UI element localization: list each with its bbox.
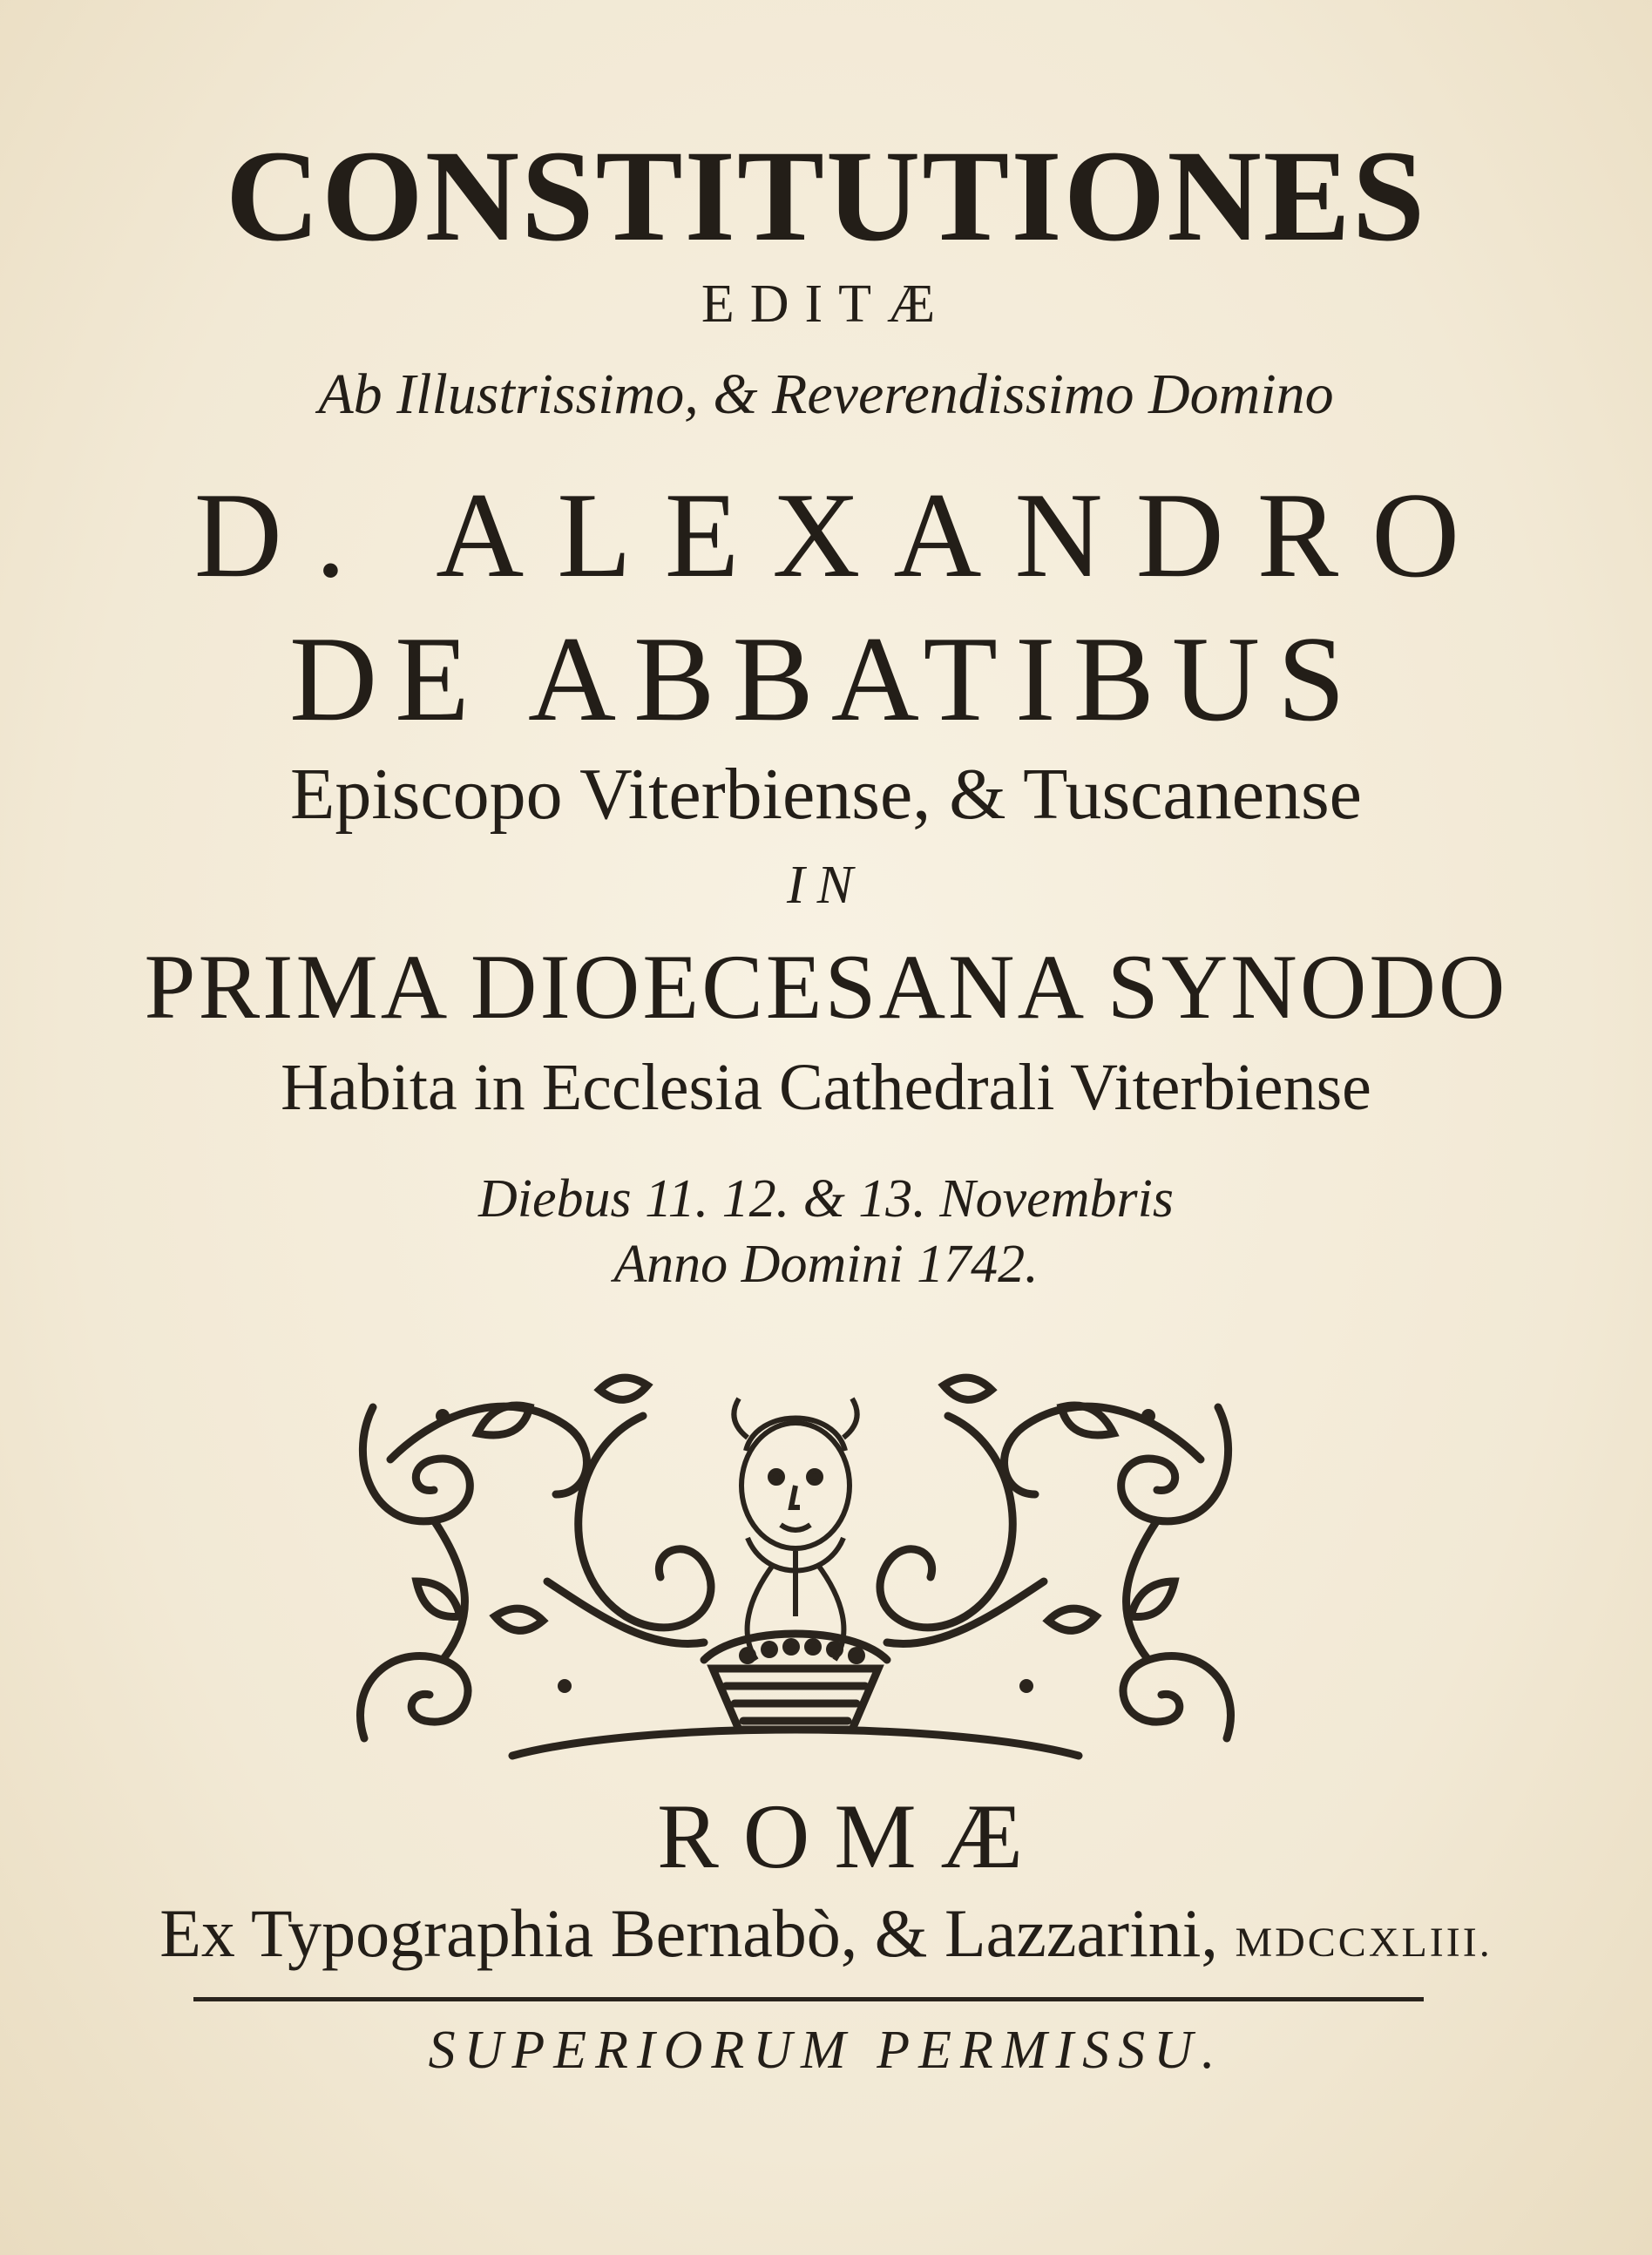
main-title: CONSTITUTIONES [225, 124, 1427, 268]
habita-line: Habita in Ecclesia Cathedrali Viterbiense [281, 1051, 1371, 1124]
divider-rule [193, 1997, 1424, 2001]
dedication-line: Ab Illustrissimo, & Reverendissimo Domino [318, 362, 1334, 426]
synod-line: PRIMA DIOECESANA SYNODO [144, 936, 1508, 1038]
anno-line: Anno Domini 1742. [613, 1235, 1039, 1294]
woodcut-ornament-icon [338, 1355, 1253, 1764]
permission-line: SUPERIORUM PERMISSU. [428, 2021, 1224, 2080]
office-line: Episcopo Viterbiense, & Tuscanense [290, 754, 1362, 835]
name-line-first: D. ALEXANDRO [193, 468, 1493, 603]
printer-line [0, 1895, 1652, 1971]
dates-line: Diebus 11. 12. & 13. Novembris [478, 1169, 1174, 1229]
in-line: IN [787, 856, 865, 915]
print-year: MDCCXLIII. [1235, 1920, 1493, 1966]
city-line: ROMÆ [657, 1785, 1047, 1887]
printer-name: Ex Typographia Bernabò, & Lazzarini, [159, 1895, 1218, 1971]
editae-line: EDITÆ [701, 274, 951, 334]
name-line-second: DE ABBATIBUS [289, 612, 1363, 747]
